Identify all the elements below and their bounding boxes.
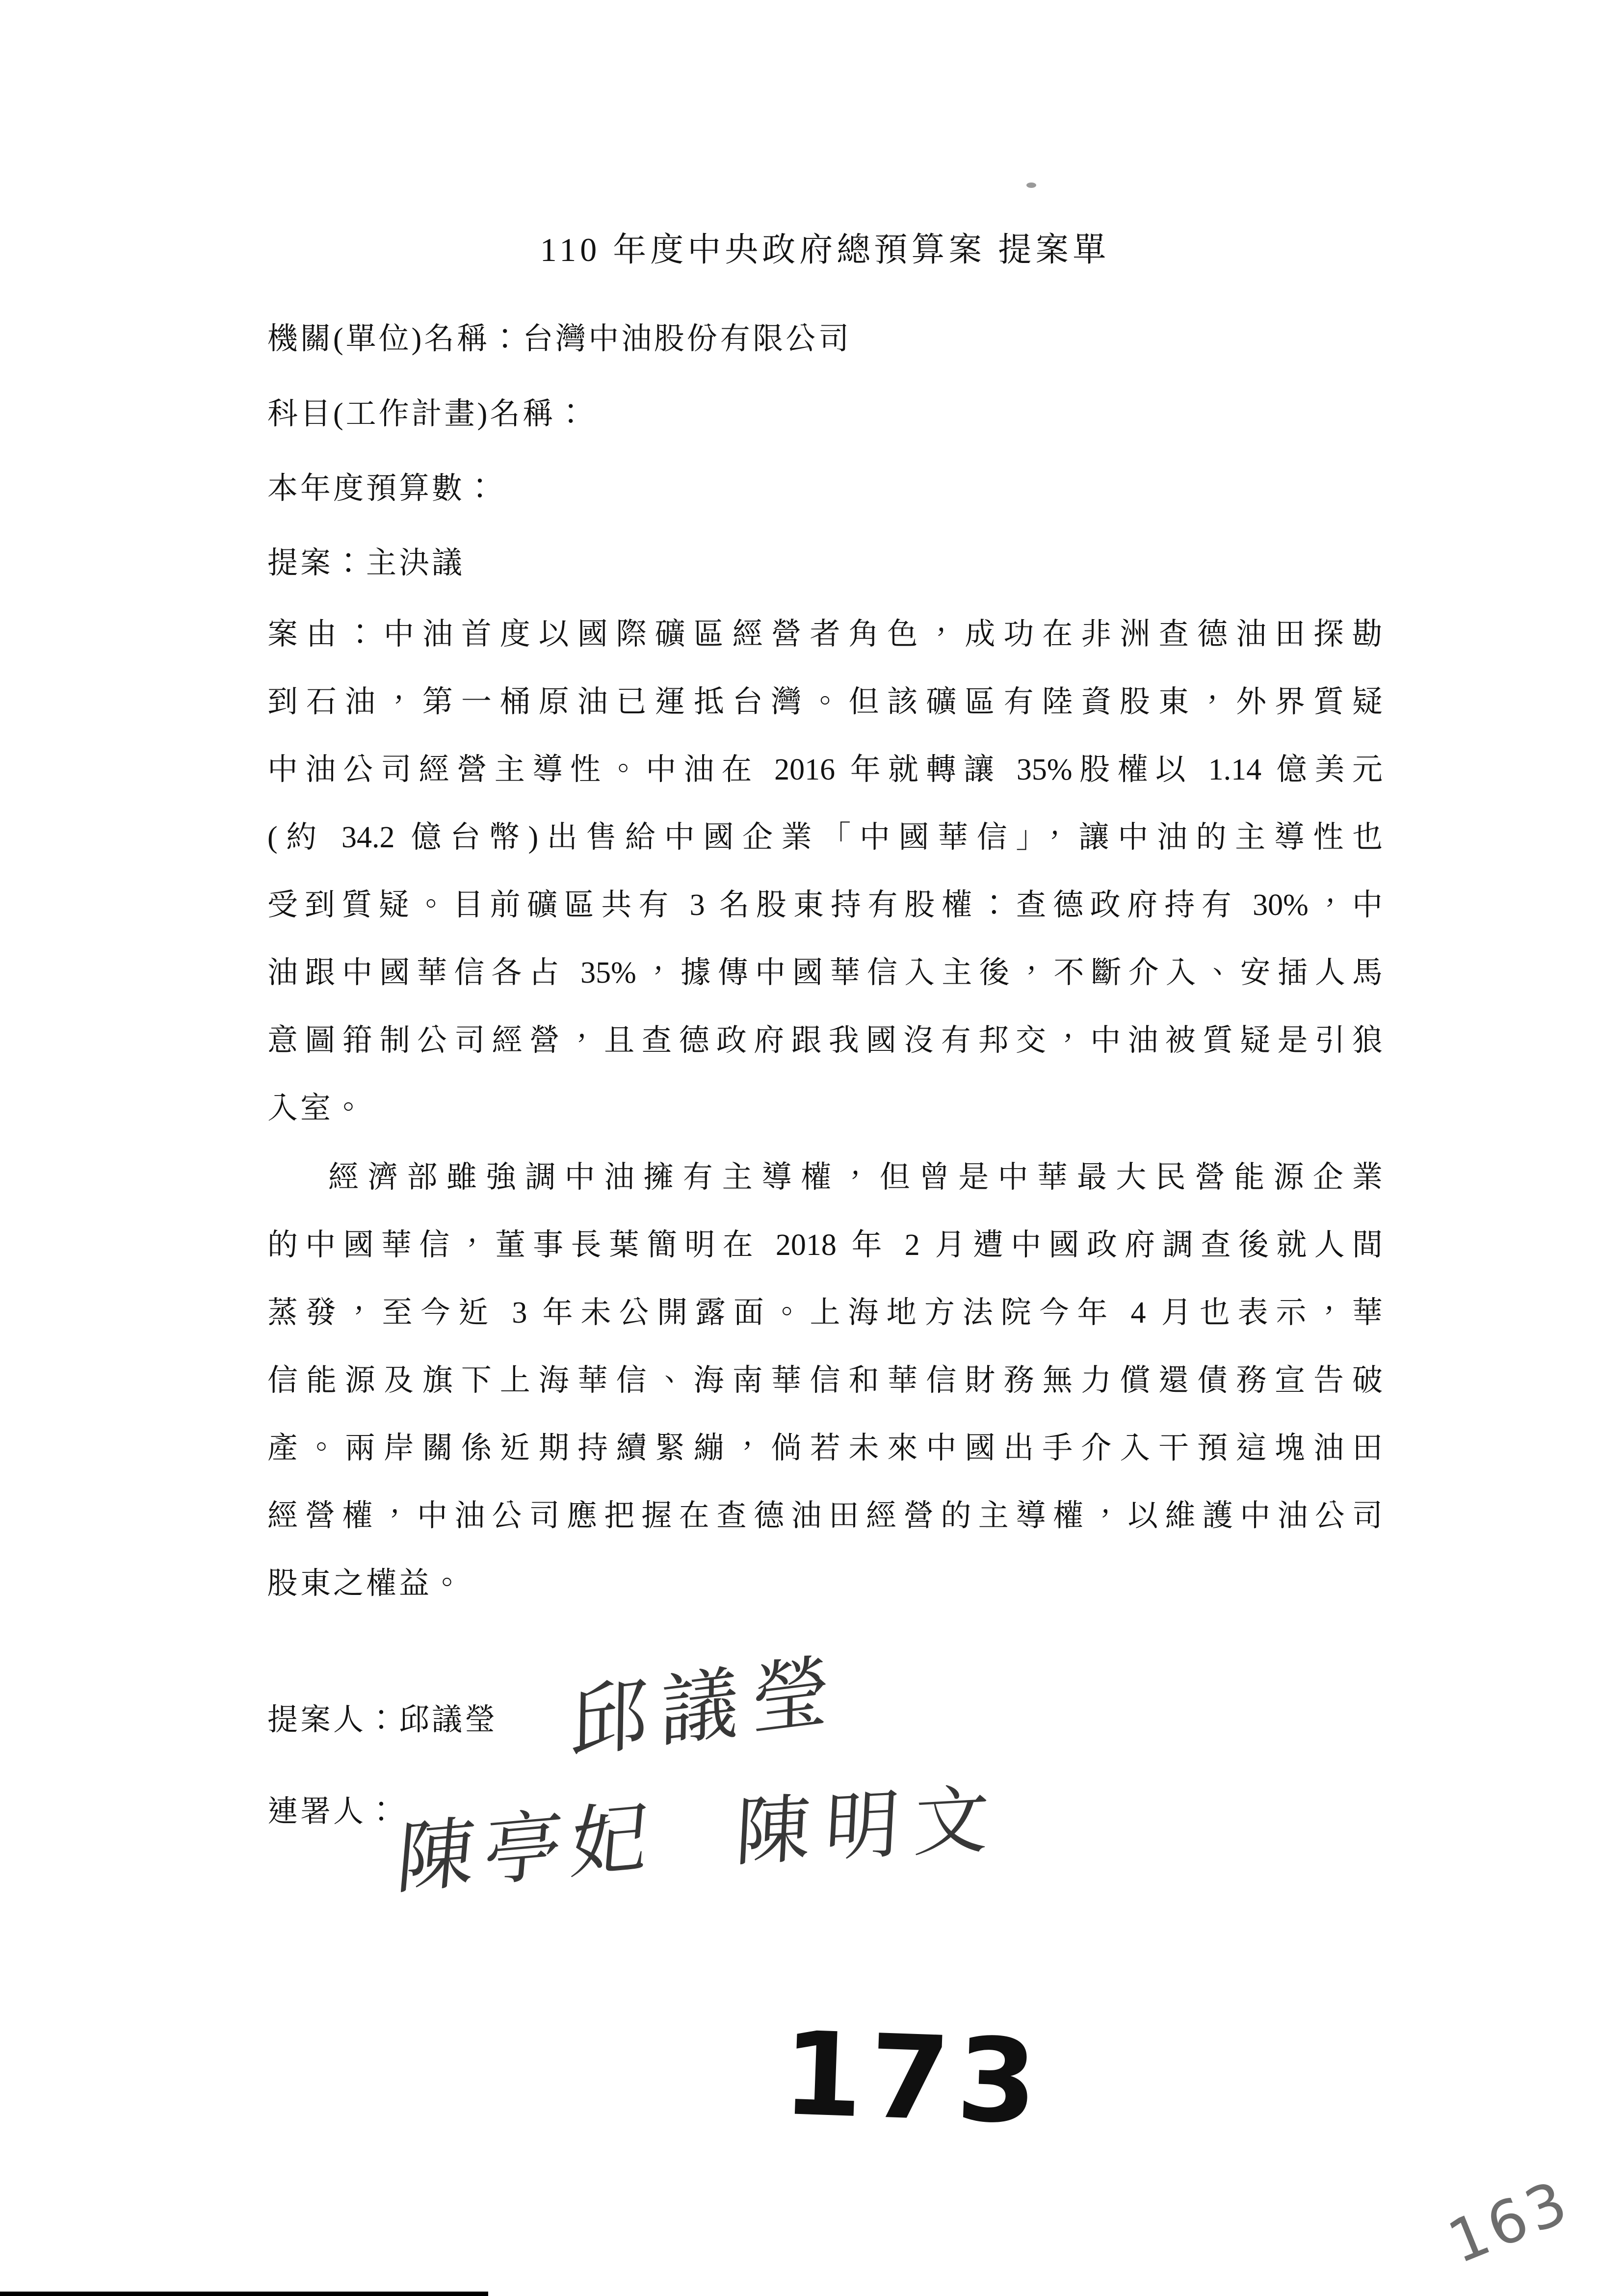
- case-paragraph-line: 油跟中國華信各占 35%，據傳中國華信入主後，不斷介入、安插人馬: [267, 956, 1383, 990]
- second-paragraph-line: 股東之權益。: [267, 1567, 465, 1600]
- case-paragraph-line: 受到質疑。目前礦區共有 3 名股東持有股權：查德政府持有 30%，中: [267, 888, 1383, 922]
- second-paragraph-line: 產。兩岸關係近期持續緊繃，倘若未來中國出手介入干預這塊油田: [267, 1432, 1383, 1465]
- scan-speck: [1026, 183, 1036, 188]
- handwritten-page-number: 173: [780, 2007, 1047, 2150]
- cosigner-line: 連署人：: [267, 1795, 399, 1828]
- case-paragraph-line: (約 34.2 億台幣)出售給中國企業「中國華信」，讓中油的主導性也: [267, 821, 1383, 854]
- subject-name-line: 科目(工作計畫)名稱：: [267, 397, 589, 431]
- second-paragraph-line: 信能源及旗下上海華信、海南華信和華信財務無力償還債務宣告破: [267, 1364, 1383, 1397]
- case-paragraph-line: 中油公司經營主導性。中油在 2016 年就轉讓 35%股權以 1.14 億美元: [267, 753, 1383, 786]
- second-paragraph-line: 經營權，中油公司應把握在查德油田經營的主導權，以維護中油公司: [267, 1499, 1383, 1533]
- case-paragraph-line: 入室。: [267, 1092, 367, 1125]
- agency-name-line: 機關(單位)名稱：台灣中油股份有限公司: [267, 322, 852, 356]
- corner-page-number: 163: [1439, 2167, 1580, 2277]
- scan-edge-artifact: [0, 2292, 488, 2296]
- second-paragraph-line: 經濟部雖強調中油擁有主導權，但曾是中華最大民營能源企業: [328, 1161, 1383, 1194]
- case-paragraph-line: 意圖箝制公司經營，且查德政府跟我國沒有邦交，中油被質疑是引狼: [267, 1024, 1383, 1057]
- proposer-line: 提案人：邱議瑩: [267, 1703, 498, 1737]
- document-title: 110 年度中央政府總預算案 提案單: [540, 231, 1110, 268]
- second-paragraph-line: 蒸發，至今近 3 年未公開露面。上海地方法院今年 4 月也表示，華: [267, 1296, 1383, 1330]
- cosigner-signature-2: 陳明文: [733, 1775, 1006, 1877]
- proposer-signature: 邱議瑩: [569, 1644, 843, 1770]
- cosigner-signature-1: 陳亭妃: [393, 1791, 662, 1905]
- case-paragraph-line: 到石油，第一桶原油已運抵台灣。但該礦區有陸資股東，外界質疑: [267, 685, 1383, 719]
- second-paragraph-line: 的中國華信，董事長葉簡明在 2018 年 2 月遭中國政府調查後就人間: [267, 1228, 1383, 1262]
- proposal-type-line: 提案：主決議: [267, 547, 465, 580]
- case-paragraph-line: 案由：中油首度以國際礦區經營者角色，成功在非洲查德油田探勘: [267, 618, 1383, 651]
- budget-amount-line: 本年度預算數：: [267, 472, 498, 505]
